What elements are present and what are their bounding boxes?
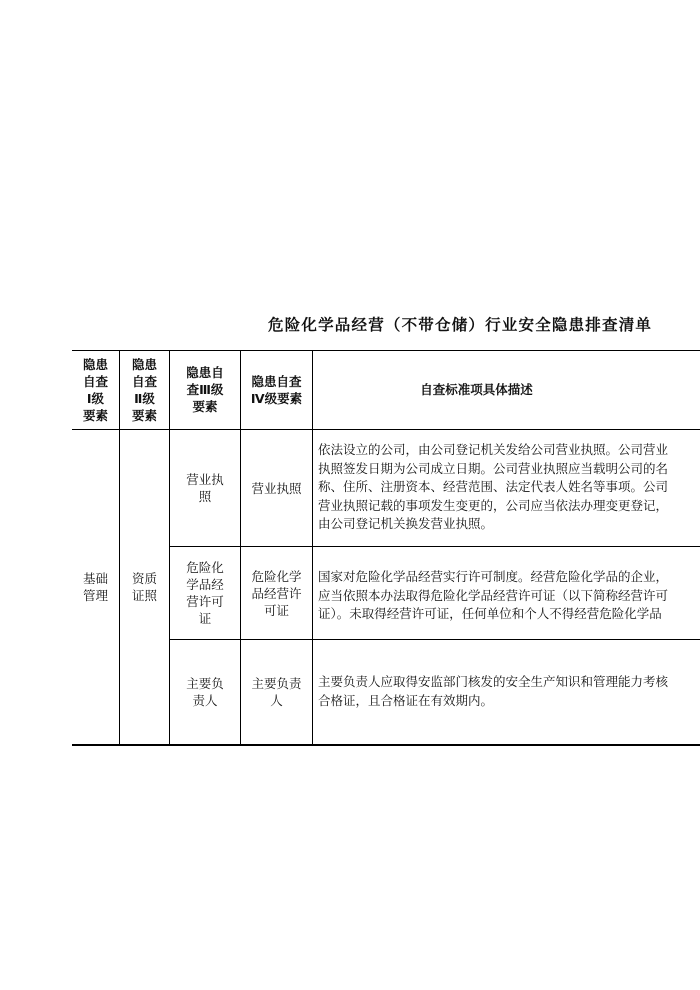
row3-description: 主要负责人应取得安监部门核发的安全生产知识和管理能力考核 合格证，且合格证在有效期内。: [318, 674, 669, 708]
hazard-checklist-table: [72, 350, 700, 746]
row3-level3: 主要负 责人: [186, 676, 224, 708]
header-level2: 隐患 自查 Ⅱ级 要素: [131, 356, 157, 423]
row2-level3: 危险化 学品经 营许可 证: [186, 560, 224, 626]
row1-level4: 营业执照: [251, 480, 302, 496]
level2-value: 资质 证照: [131, 571, 157, 603]
row3-level4: 主要负责 人: [251, 676, 302, 708]
row2-description: 国家对危险化学品经营实行许可制度。经营危险化学品的企业， 应当依照本办法取得危险化学品经营许可证（以下简称经营许可 证）。未取得经营许可证，任何单位和个人不得经营危险化学品: [318, 569, 669, 621]
header-level1: 隐患 自查 Ⅰ级 要素: [82, 356, 108, 423]
row1-description: 依法设立的公司，由公司登记机关发给公司营业执照。公司营业 执照签发日期为公司成立日期。公司营业执照应当载明公司的名 称、住所、注册资本、经营范围、法定代表人姓名等事项。公司 营业执照记载的事项发生变更的，公司应当依法办理变更登记， 由公司登记机关换发营业执照。: [318, 442, 669, 531]
header-level4: 隐患自查 Ⅳ级要素: [250, 373, 303, 406]
header-level3: 隐患自 查Ⅲ级 要素: [186, 365, 224, 414]
row2-level4: 危险化学 品经营许 可证: [251, 568, 302, 618]
header-description: 自查标准项具体描述: [420, 382, 533, 397]
page-title: 危险化学品经营（不带仓储）行业安全隐患排查清单: [268, 316, 653, 334]
table-bottom-border: [72, 744, 700, 746]
row1-level3: 营业执 照: [186, 472, 224, 504]
level1-value: 基础 管理: [82, 571, 108, 603]
